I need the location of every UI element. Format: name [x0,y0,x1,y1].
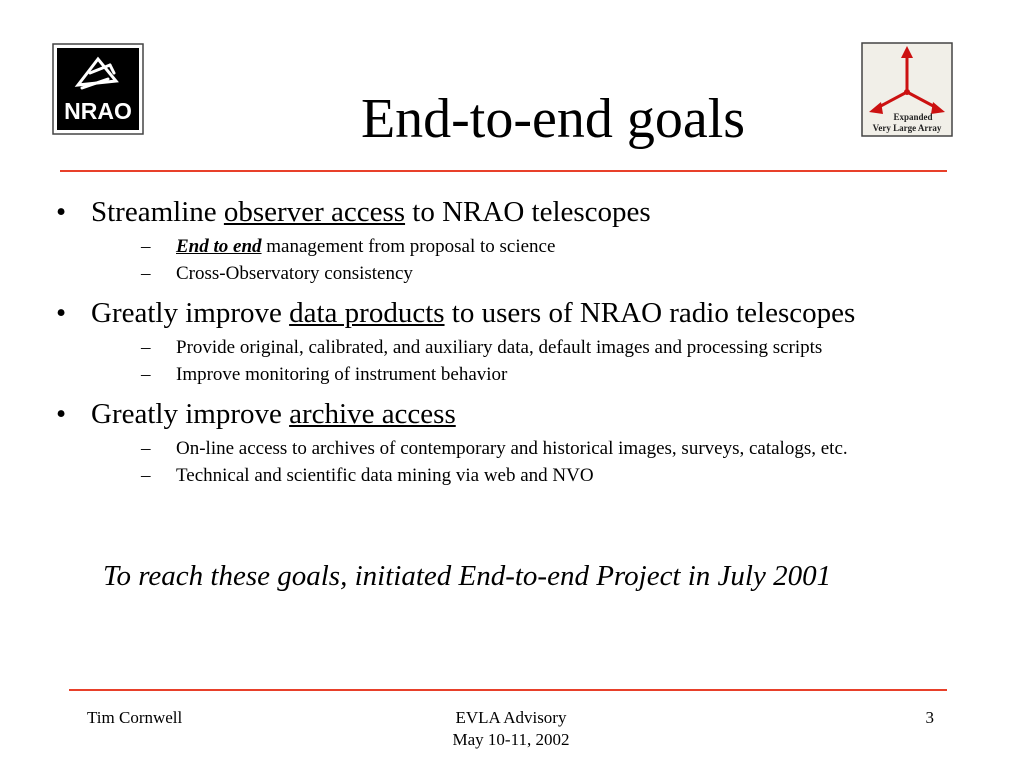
bullet-text-pre: Streamline [91,196,224,228]
dash-marker: – [141,364,151,385]
sub-bullet-item [91,233,982,260]
bullet-marker: • [56,196,67,228]
footer-event-date: May 10-11, 2002 [452,730,570,749]
footer-event-name: EVLA Advisory [455,708,567,727]
dash-marker: – [141,236,151,257]
dash-marker: – [141,465,151,486]
title-divider [60,170,947,172]
bullet-underlined-phrase: archive access [289,398,456,430]
sub-bullet-item [91,260,982,287]
nrao-logo-text: NRAO [64,98,132,124]
page-number: 3 [925,708,934,727]
dash-marker: – [141,337,151,358]
footer-author: Tim Cornwell [87,708,183,727]
bullet-list [52,196,982,489]
goal-statement: To reach these goals, initiated End-to-end Project in July 2001 [103,560,832,592]
sub-bullet-text: On-line access to archives of contemporary and historical images, surveys, catalogs, etc. [176,438,848,459]
sub-bullet-text: Provide original, calibrated, and auxiliary data, default images and processing scripts [176,337,823,358]
bullet-item-data-products [52,297,982,388]
sub-bullet-item [91,361,982,388]
sub-bullet-emphasis: End to end [176,236,262,257]
sub-bullet-list [91,233,982,287]
sub-bullet-item [91,462,982,489]
evla-logo-line1: Expanded [893,112,933,122]
dash-marker: – [141,263,151,284]
bullet-marker: • [56,297,67,329]
sub-bullet-text: Technical and scientific data mining via web and NVO [176,465,594,486]
bullet-text-pre: Greatly improve [91,398,290,430]
bullet-text-pre: Greatly improve [91,297,290,329]
footer-divider [69,689,947,691]
bullet-underlined-phrase: data products [289,297,445,329]
slide-title: End-to-end goals [360,88,746,150]
sub-bullet-list [91,435,982,489]
sub-bullet-text: Improve monitoring of instrument behavior [176,364,508,385]
sub-bullet-text: management from proposal to science [261,236,556,257]
bullet-item-observer-access [52,196,982,287]
bullet-text-post: to users of NRAO radio telescopes [444,297,856,329]
bullet-underlined-phrase: observer access [223,196,406,228]
footer-event [411,707,611,751]
sub-bullet-item [91,334,982,361]
sub-bullet-item [91,435,982,462]
dash-marker: – [141,438,151,459]
sub-bullet-list [91,334,982,388]
evla-logo-line2: Very Large Array [872,123,942,133]
bullet-marker: • [56,398,67,430]
bullet-item-archive-access [52,398,982,489]
sub-bullet-text: Cross-Observatory consistency [176,263,413,284]
bullet-text-post: to NRAO telescopes [405,196,651,228]
